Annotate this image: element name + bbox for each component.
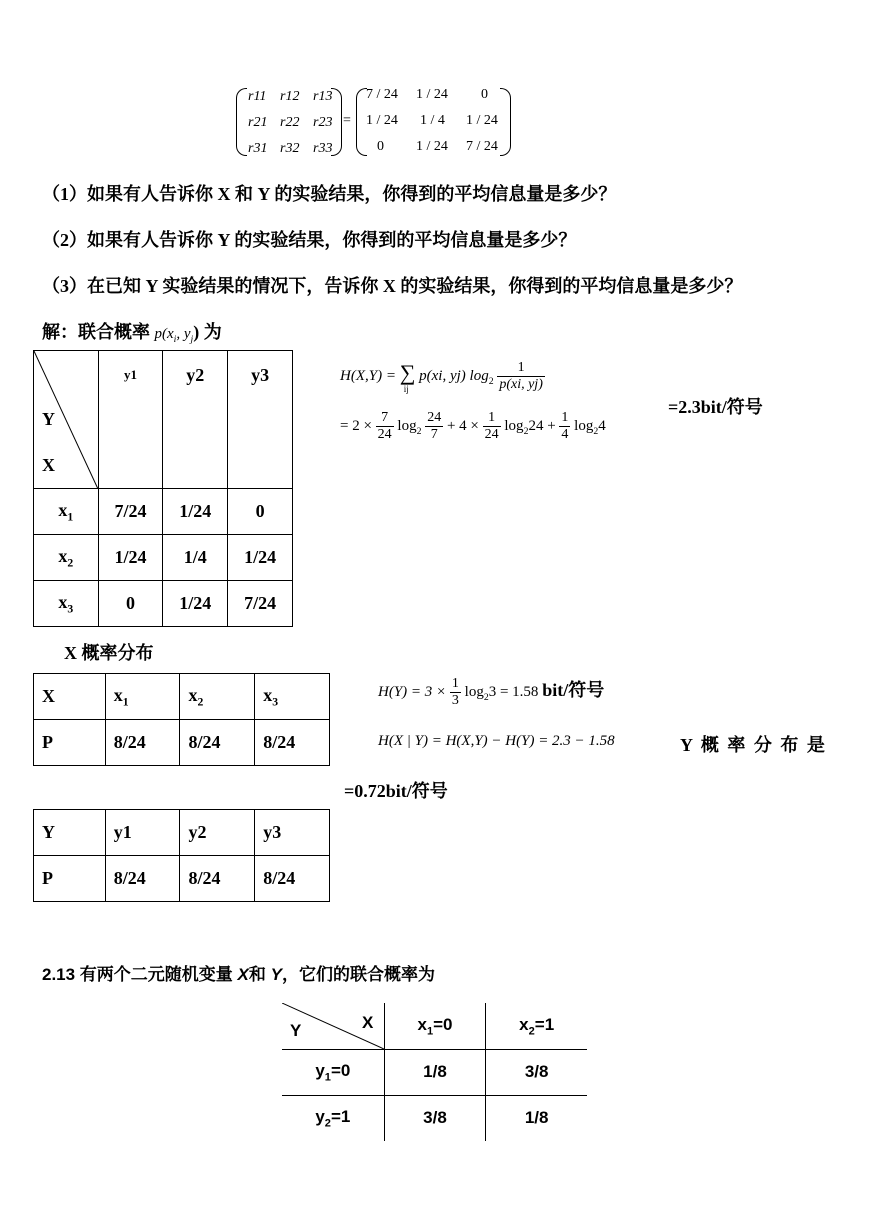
- y-dist-intro: Y 概 率 分 布 是: [680, 735, 827, 755]
- col-header-x2: $x_2=1$: [486, 1003, 587, 1049]
- col-header-y1: y1: [98, 351, 163, 489]
- cell: 8/24: [180, 856, 255, 902]
- row-label-x2: $x_2$: [34, 535, 99, 581]
- matrix-cell: r21: [248, 115, 268, 130]
- hxgy-result: =0.72bit/符号: [344, 781, 448, 801]
- matrix-value: 1 / 24: [416, 139, 448, 154]
- table-row: [34, 535, 293, 581]
- matrix-value: 0: [481, 87, 488, 102]
- y2-header: y2: [180, 810, 255, 856]
- question-2: （2）如果有人告诉你 Y 的实验结果，你得到的平均信息量是多少？: [42, 230, 577, 250]
- cell: 0: [228, 489, 293, 535]
- cell: 3/8: [486, 1049, 587, 1095]
- matrix-cell: r13: [313, 89, 333, 104]
- y3-header: y3: [255, 810, 330, 856]
- matrix-value: 7 / 24: [366, 87, 398, 102]
- cell: 8/24: [255, 720, 330, 766]
- hxy-formula-line1: H(X,Y) = ∑ ij p(xi, yj) $\log_2$ $\frac{1}{p(xi, yj)}$: [340, 360, 543, 394]
- matrix-value: 1 / 4: [420, 113, 445, 128]
- matrix-value: 0: [377, 139, 384, 154]
- left-paren-1: [236, 88, 247, 156]
- table-row: [34, 810, 330, 856]
- cell: 1/24: [163, 581, 228, 627]
- problem-213-heading: 2.13 有两个二元随机变量 X和 Y，它们的联合概率为: [42, 965, 435, 984]
- x-distribution-table: [33, 673, 330, 766]
- corner-label-x: X: [42, 455, 55, 475]
- cell: 0: [98, 581, 163, 627]
- x2-header: $x_2$: [180, 674, 255, 720]
- corner-y: Y: [290, 1021, 302, 1040]
- matrix-cell: r23: [313, 115, 333, 130]
- matrix-cell: r22: [280, 115, 300, 130]
- y1-header: y1: [105, 810, 180, 856]
- table-row: [34, 856, 330, 902]
- right-paren-1: [331, 88, 342, 156]
- cell: 8/24: [105, 856, 180, 902]
- x-header: X: [34, 674, 106, 720]
- matrix-cell: r33: [313, 141, 333, 156]
- corner-x: X: [362, 1013, 374, 1032]
- table-corner-cell: [34, 351, 99, 489]
- row-label-y2: $y_2=1$: [282, 1095, 384, 1141]
- question-1: （1）如果有人告诉你 X 和 Y 的实验结果，你得到的平均信息量是多少？: [42, 184, 617, 204]
- x1-header: $x_1$: [105, 674, 180, 720]
- cell: 1/24: [98, 535, 163, 581]
- cell: 7/24: [228, 581, 293, 627]
- cell: 3/8: [384, 1095, 486, 1141]
- hy-formula: H(Y) = 3 × $\frac{1}{3}$ $\log_23 = 1.58$ bit/符号: [378, 676, 605, 709]
- matrix-value: 7 / 24: [466, 139, 498, 154]
- problem-213-table: [282, 1003, 587, 1141]
- cell: 8/24: [255, 856, 330, 902]
- row-label-x1: $x_1$: [34, 489, 99, 535]
- matrix-cell: r12: [280, 89, 300, 104]
- matrix-value: 1 / 24: [366, 113, 398, 128]
- joint-probability-table: [33, 350, 293, 627]
- corner-label-y: Y: [42, 409, 55, 429]
- right-paren-2: [500, 88, 511, 156]
- matrix-cell: r11: [248, 89, 267, 104]
- table-row: [34, 581, 293, 627]
- table-row: [34, 489, 293, 535]
- x-dist-title: X 概率分布: [64, 643, 154, 663]
- col-header-y3: y3: [228, 351, 293, 489]
- cell: 1/4: [163, 535, 228, 581]
- row-label-y1: $y_1=0$: [282, 1049, 384, 1095]
- matrix-cell: r31: [248, 141, 268, 156]
- table-row: [282, 1095, 587, 1141]
- p-label: P: [34, 720, 106, 766]
- solution-prefix: 解：联合概率: [42, 322, 150, 342]
- question-3: （3）在已知 Y 实验结果的情况下，告诉你 X 的实验结果，你得到的平均信息量是多少？: [42, 276, 743, 296]
- cell: 8/24: [180, 720, 255, 766]
- cell: 1/24: [228, 535, 293, 581]
- hxy-formula-line2: = 2 × $\frac{7}{24}$ $\log_2$ $\frac{24}{7}$ + 4 × $\frac{1}{24}$ $\log_224$ + $\frac{1}{4}$ $\log_24$: [340, 410, 606, 442]
- y-distribution-table: [33, 809, 330, 902]
- matrix-value: 1 / 24: [466, 113, 498, 128]
- solution-intro: [42, 318, 222, 345]
- x3-header: $x_3$: [255, 674, 330, 720]
- row-label-x3: $x_3$: [34, 581, 99, 627]
- y-header: Y: [34, 810, 106, 856]
- table-row: [282, 1049, 587, 1095]
- equals-sign: =: [343, 113, 351, 128]
- joint-prob-expr: $p(x_i$, $y_j$: [154, 326, 194, 345]
- p-label: P: [34, 856, 106, 902]
- corner-cell: [282, 1003, 384, 1049]
- cell: 8/24: [105, 720, 180, 766]
- solution-suffix: ) 为: [193, 322, 222, 342]
- matrix-value: 1 / 24: [416, 87, 448, 102]
- cell: 1/24: [163, 489, 228, 535]
- col-header-x1: $x_1=0$: [384, 1003, 486, 1049]
- table-row: [34, 720, 330, 766]
- cell: 1/8: [384, 1049, 486, 1095]
- hxgy-formula: H(X | Y) = H(X,Y) − H(Y) = 2.3 − 1.58: [378, 733, 615, 749]
- table-row: [34, 674, 330, 720]
- hxy-result: =2.3bit/符号: [668, 397, 763, 417]
- cell: 1/8: [486, 1095, 587, 1141]
- cell: 7/24: [98, 489, 163, 535]
- table-row: [282, 1003, 587, 1049]
- matrix-cell: r32: [280, 141, 300, 156]
- col-header-y2: y2: [163, 351, 228, 489]
